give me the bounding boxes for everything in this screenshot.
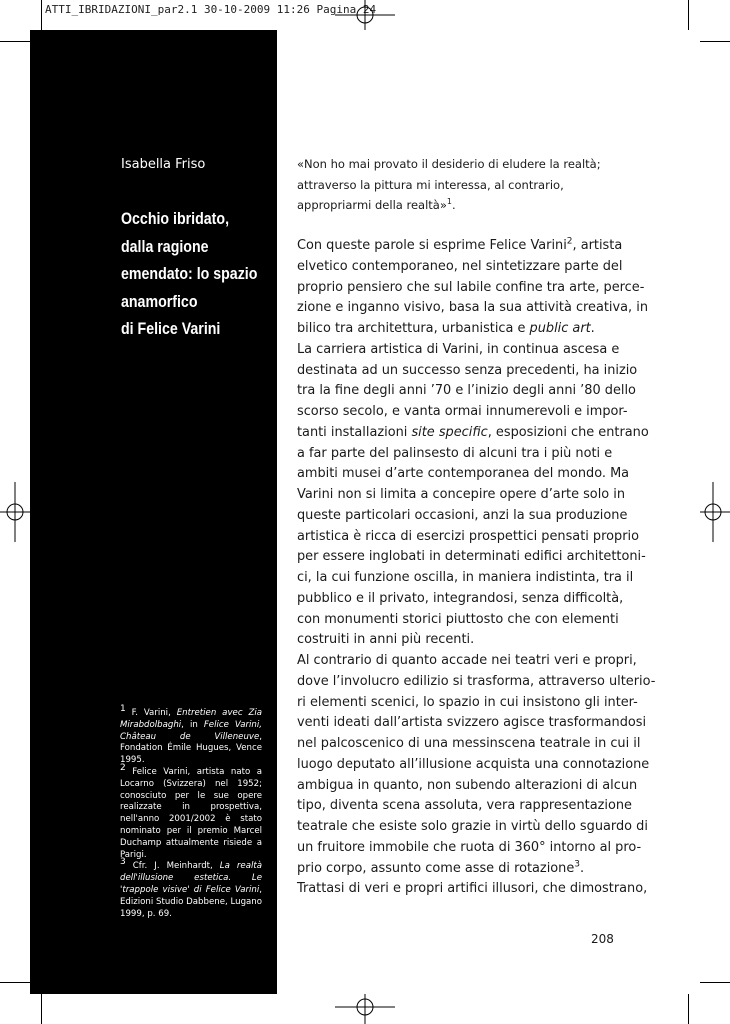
text-line: costruiti in anni più recenti. — [297, 632, 475, 648]
text-line: destinata ad un successo senza precedenti, ha inizio — [297, 362, 638, 378]
text-line: ri elementi scenici, lo spazio in cui insistono gli inter- — [297, 694, 638, 710]
text-line: La carriera artistica di Varini, in continua ascesa e — [297, 341, 620, 357]
footnote-italic: Entretien avec Zia Mirabdolbaghi — [120, 708, 262, 730]
crop-mark-bottom-left-v — [41, 994, 42, 1024]
author-name: Isabella Friso — [121, 157, 206, 172]
text-line: ambiti musei d’arte contemporanea del mondo. Ma — [297, 466, 630, 482]
text-line: luogo deputato all’illusione acquista una connotazione — [297, 756, 650, 772]
footnote-italic: La realtà dell'illusione estetica. Le 'trappole visive' di Felice Varini — [120, 861, 262, 895]
title-line: dalla ragione — [121, 237, 209, 256]
crop-mark-top-left-v — [41, 0, 42, 30]
footnote-italic: Felice Varini, Château de Villeneuve — [120, 719, 262, 742]
crop-mark-top-right-h — [700, 41, 730, 42]
crop-mark-bottom-right-v — [688, 994, 689, 1024]
text-line: un fruitore immobile che ruota di 360° intorno al pro- — [297, 839, 642, 855]
footnote-text: F. Varini, — [131, 708, 177, 718]
footnotes — [120, 704, 262, 920]
footnote-ref: 3 — [574, 859, 581, 870]
text-line: venti ideati dall’artista svizzero agisce trasformandosi — [297, 715, 647, 731]
title-line: di Felice Varini — [121, 320, 221, 339]
text-line: tra la fine degli anni ’70 e l’inizio degli anni ’80 dello — [297, 383, 636, 399]
registration-mark-right-icon — [700, 482, 730, 542]
footnote-text: , in — [181, 719, 204, 730]
text-line: ci, la cui funzione oscilla, in maniera indistinta, tra il — [297, 570, 634, 585]
footnote-ref: 2 — [566, 236, 573, 247]
text-line: Con queste parole si esprime Felice Varini$^2$, artista — [297, 236, 623, 253]
registration-mark-left-icon — [0, 482, 30, 542]
registration-mark-bottom-icon — [335, 994, 395, 1024]
footnote-2 — [120, 763, 262, 861]
crop-mark-top-right-v — [688, 0, 689, 30]
text-line: Varini non si limita a concepire opere d’arte solo in — [297, 487, 626, 502]
footnote-text: Cfr. J. Meinhardt, — [132, 861, 220, 872]
article-title — [121, 206, 258, 344]
text-line: prio corpo, assunto come asse di rotazione$^3$. — [297, 859, 585, 876]
footnote-3 — [120, 857, 262, 920]
text-line: teatrale che esiste solo grazie in virtù dello sguardo di — [297, 819, 648, 834]
footnote-1 — [120, 704, 262, 767]
footnote-text: , Edizioni Studio Dabbene, Lugano 1999, p. 69. — [120, 884, 262, 919]
text-line: con monumenti storici piuttosto che con elementi — [297, 611, 619, 627]
text-line: nel palcoscenico di una messinscena teatrale in cui il — [297, 736, 641, 751]
footnote-text: Felice Varini, artista nato a Locarno (Svizzera) nel 1952; conosciuto per le sue opere realizzate in prospettiva, nell'anno 2001/2002 è stato nominato per il premio Marcel Duchamp attualmente risiede a Parigi. — [120, 766, 262, 860]
text-line: ambigua in quanto, non subendo alterazioni di alcun — [297, 777, 638, 793]
text-line: Al contrario di quanto accade nei teatri veri e propri, — [297, 653, 637, 668]
text-line: tipo, diventa scena assoluta, vera rappresentazione — [297, 798, 632, 814]
epigraph-text: . — [451, 198, 456, 213]
crop-mark-bottom-left-h — [0, 982, 30, 983]
title-line: emendato: lo spazio — [121, 265, 258, 284]
epigraph-quote — [297, 154, 619, 216]
page-number: 208 — [591, 932, 614, 946]
crop-mark-bottom-right-h — [700, 982, 730, 983]
footnote-text: , Fondation Émile Hugues, Vence 1995. — [120, 731, 262, 766]
crop-mark-top-left-h — [0, 41, 30, 42]
footnote-ref: 1 — [446, 197, 452, 207]
text-line: bilico tra architettura, urbanistica e public art. — [297, 321, 595, 336]
registration-mark-top-icon — [335, 0, 395, 30]
text-line: elvetico contemporaneo, nel sintetizzare parte del — [297, 258, 623, 274]
footnote-number: 3 — [120, 857, 126, 868]
text-line: dove l’involucro edilizio si trasforma, attraverso ulterio- — [297, 673, 656, 689]
text-line: tanti installazioni site specific, esposizioni che entrano — [297, 424, 649, 440]
text-line: per essere inglobati in determinati edifici architettoni- — [297, 549, 646, 565]
text-line: scorso secolo, e vanta ormai innumerevoli e impor- — [297, 404, 628, 419]
text-line: Trattasi di veri e propri artifici illusori, che dimostrano, — [297, 881, 648, 897]
text-line: artistica è ricca di esercizi prospettici pensati proprio — [297, 528, 639, 544]
epigraph-text: «Non ho mai provato il desiderio di eludere la realtà; attraverso la pittura mi interessa, al contrario, appropriarmi della realtà» — [297, 157, 601, 213]
text-line: proprio pensiero che sul labile confine tra arte, perce- — [297, 279, 645, 295]
footnote-number: 1 — [120, 704, 126, 715]
footnote-number: 2 — [120, 763, 126, 774]
body-text — [297, 236, 656, 900]
text-line: a far parte del palinsesto di alcuni tra i più noti e — [297, 445, 613, 461]
text-line: queste particolari occasioni, anzi la sua produzione — [297, 507, 628, 523]
print-slug: ATTI_IBRIDAZIONI_par2.1 30-10-2009 11:26 Pagina 24 — [45, 3, 377, 16]
title-line: Occhio ibridato, — [121, 210, 230, 228]
text-line: zione e inganno visivo, basa la sua attività creativa, in — [297, 300, 648, 316]
text-line: pubblico e il privato, integrandosi, senza difficoltà, — [297, 590, 624, 606]
title-line: anamorfico — [121, 292, 198, 311]
